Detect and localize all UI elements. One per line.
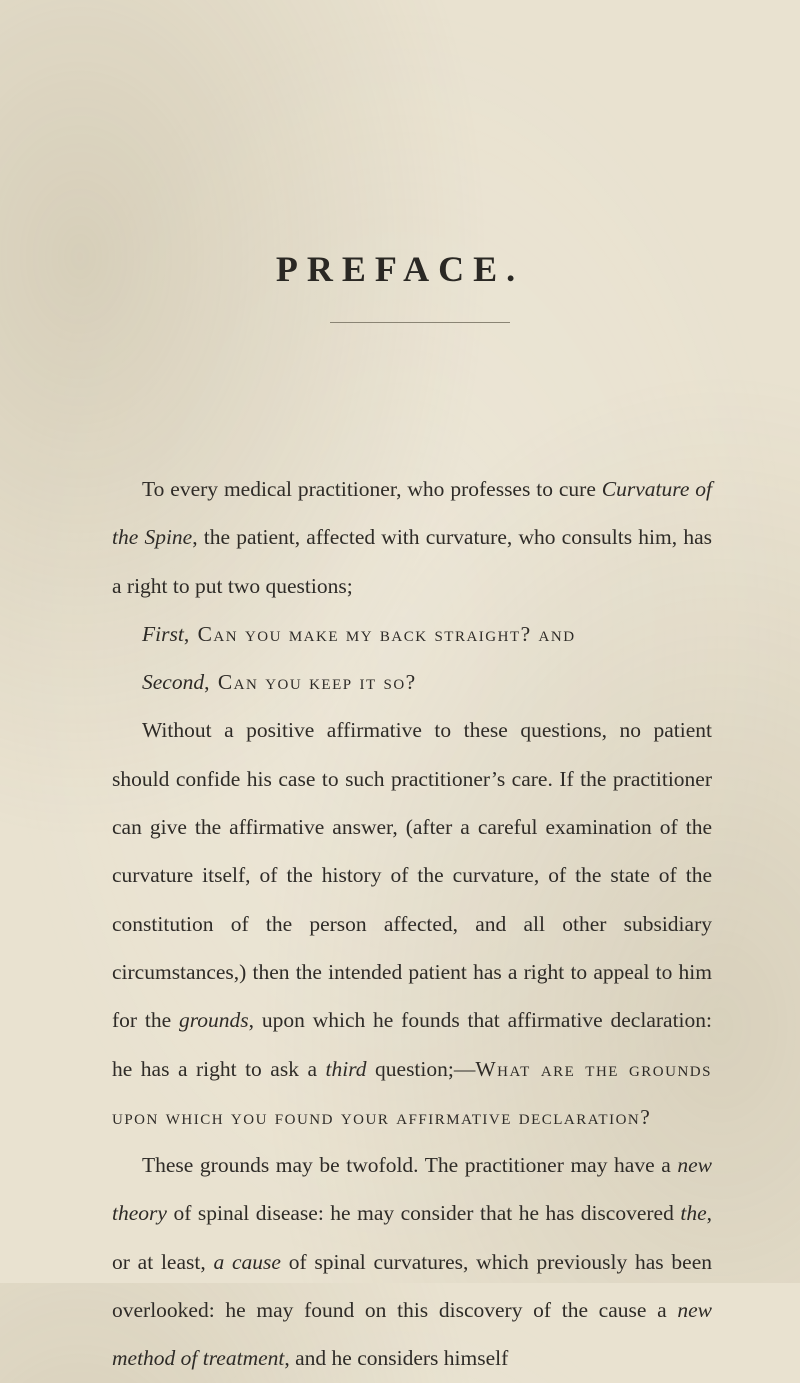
heading-rule <box>330 322 510 323</box>
question-text: , Can you keep it so? <box>204 670 417 695</box>
question-label: Second <box>142 670 205 695</box>
question-text: , Can you make my back straight? and <box>183 621 576 646</box>
small-caps-run: What are the grounds upon which you found your affirmative declaration? <box>112 1056 712 1129</box>
paragraph-2 <box>112 706 712 1141</box>
text-run: These grounds may be twofold. The practitioner may have a <box>142 1153 678 1178</box>
paragraph-3 <box>112 1141 712 1382</box>
text-run: question;— <box>366 1056 476 1081</box>
text-run: , and he considers himself <box>284 1346 509 1371</box>
preface-body <box>112 465 712 1383</box>
question-1 <box>112 610 712 658</box>
italic-run: new method of treatment <box>112 1298 712 1371</box>
italic-run: grounds <box>178 1008 249 1033</box>
text-run: Without a positive affirmative to these questions, no patient should confide his case to such practitioner’s care. <box>112 718 712 791</box>
italic-run: a cause <box>213 1249 281 1274</box>
text-run: , or at least, <box>112 1201 712 1274</box>
text-run: To every medical practitioner, who professes to cure <box>142 477 602 501</box>
question-label: First <box>142 621 184 646</box>
italic-run: Curvature of the Spine <box>112 477 712 550</box>
page-heading: PREFACE. <box>275 249 525 289</box>
italic-run: new theory <box>112 1153 712 1226</box>
italic-run: third <box>325 1056 367 1081</box>
text-run: of spinal curvatures, which previously has been overlooked: he may found on this discovery of the cause a <box>112 1249 713 1323</box>
italic-run: the <box>680 1201 707 1226</box>
text-run: , the patient, affected with curvature, who consults him, has a right to put two questions; <box>112 525 712 598</box>
text-run: , upon which he founds that affirmative declaration: he has a right to ask a <box>112 1008 712 1081</box>
text-run: of spinal disease: he may consider that he has discovered <box>166 1201 681 1226</box>
text-run: If the practitioner can give the affirmative answer, (after a careful examination of the curvature itself, of the history of the curvature, of the state of the constitution of the person affected, and all other subsidiary circumstances,) then the intended patient has a right to appeal to him for the <box>112 766 712 1033</box>
question-2 <box>112 658 712 706</box>
paragraph-1 <box>112 465 712 610</box>
